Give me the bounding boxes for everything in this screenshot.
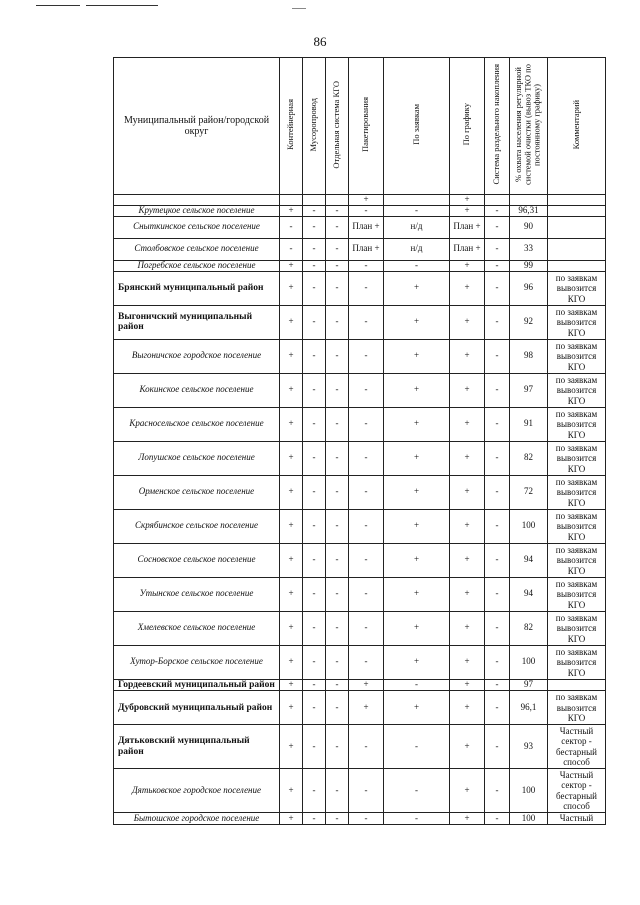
table-row: [114, 509, 606, 543]
comment-cell: [548, 205, 606, 216]
coverage-cell: 92: [510, 305, 548, 339]
value-cell: +: [280, 205, 303, 216]
comment-cell: по заявкам вывозится КГО: [548, 543, 606, 577]
municipality-name-cell: Сныткинское сельское поселение: [114, 216, 280, 238]
municipality-name-cell: Выгоничский муниципальный район: [114, 305, 280, 339]
value-cell: +: [450, 769, 485, 813]
table-row: [114, 679, 606, 690]
value-cell: -: [349, 475, 384, 509]
table-row: [114, 543, 606, 577]
comment-cell: по заявкам вывозится КГО: [548, 577, 606, 611]
coverage-cell: 94: [510, 543, 548, 577]
value-cell: +: [384, 339, 450, 373]
value-cell: +: [450, 725, 485, 769]
top-rule: [86, 5, 158, 6]
value-cell: +: [384, 407, 450, 441]
comment-cell: по заявкам вывозится КГО: [548, 611, 606, 645]
comment-cell: Частный сектор - бестарный способ: [548, 769, 606, 813]
comment-cell: по заявкам вывозится КГО: [548, 691, 606, 725]
value-cell: -: [303, 769, 326, 813]
coverage-cell: 100: [510, 769, 548, 813]
table-row: [114, 577, 606, 611]
coverage-cell: 33: [510, 238, 548, 260]
value-cell: -: [303, 238, 326, 260]
value-cell: +: [349, 691, 384, 725]
value-cell: -: [326, 509, 349, 543]
value-cell: -: [485, 238, 510, 260]
column-header-coverage-percent: % охвата населения регулярной системой очистки (вывоз ТКО по постоянному графику): [510, 58, 548, 195]
value-cell: +: [384, 611, 450, 645]
comment-cell: Частный сектор - бестарный способ: [548, 725, 606, 769]
value-cell: -: [349, 769, 384, 813]
value-cell: +: [384, 691, 450, 725]
top-rule: [36, 5, 80, 6]
column-header-separate-collection: Система раздельного накопления: [485, 58, 510, 195]
value-cell: +: [280, 407, 303, 441]
value-cell: +: [450, 577, 485, 611]
value-cell: +: [384, 645, 450, 679]
value-cell: +: [450, 441, 485, 475]
value-cell: -: [485, 509, 510, 543]
value-cell: -: [326, 691, 349, 725]
municipality-name-cell: Дубровский муниципальный район: [114, 691, 280, 725]
comment-cell: по заявкам вывозится КГО: [548, 305, 606, 339]
municipality-name-cell: Дятьковский муниципальный район: [114, 725, 280, 769]
value-cell: -: [349, 339, 384, 373]
value-cell: -: [349, 725, 384, 769]
value-cell: +: [450, 260, 485, 271]
value-cell: -: [303, 475, 326, 509]
coverage-cell: 99: [510, 260, 548, 271]
value-cell: -: [303, 645, 326, 679]
value-cell: -: [326, 407, 349, 441]
value-cell: -: [349, 509, 384, 543]
value-cell: +: [450, 339, 485, 373]
value-cell: -: [349, 407, 384, 441]
value-cell: -: [303, 271, 326, 305]
column-header-bagging: Пакетирования: [349, 58, 384, 195]
table-row: [114, 725, 606, 769]
coverage-cell: 94: [510, 577, 548, 611]
comment-cell: по заявкам вывозится КГО: [548, 475, 606, 509]
table-row: [114, 216, 606, 238]
value-cell: н/д: [384, 238, 450, 260]
table-row: [114, 339, 606, 373]
comment-cell: по заявкам вывозится КГО: [548, 271, 606, 305]
coverage-cell: 97: [510, 373, 548, 407]
value-cell: -: [326, 679, 349, 690]
value-cell: +: [280, 509, 303, 543]
coverage-cell: 90: [510, 216, 548, 238]
value-cell: -: [384, 260, 450, 271]
value-cell: План +: [450, 216, 485, 238]
coverage-cell: [510, 195, 548, 206]
value-cell: -: [326, 475, 349, 509]
value-cell: -: [384, 725, 450, 769]
coverage-cell: 93: [510, 725, 548, 769]
comment-cell: [548, 216, 606, 238]
value-cell: -: [485, 441, 510, 475]
value-cell: -: [485, 645, 510, 679]
value-cell: -: [485, 339, 510, 373]
column-header-municipality: Муниципальный район/городской округ: [114, 58, 280, 195]
municipality-name-cell: Погребское сельское поселение: [114, 260, 280, 271]
value-cell: -: [349, 205, 384, 216]
value-cell: +: [280, 260, 303, 271]
coverage-cell: 96: [510, 271, 548, 305]
value-cell: -: [303, 679, 326, 690]
value-cell: -: [349, 577, 384, 611]
value-cell: -: [326, 577, 349, 611]
municipality-name-cell: Красносельское сельское поселение: [114, 407, 280, 441]
value-cell: -: [303, 543, 326, 577]
value-cell: +: [450, 205, 485, 216]
value-cell: [485, 195, 510, 206]
municipality-name-cell: Гордеевский муниципальный район: [114, 679, 280, 690]
coverage-cell: 100: [510, 509, 548, 543]
table-row: [114, 271, 606, 305]
value-cell: -: [326, 260, 349, 271]
municipality-name-cell: Выгоничское городское поселение: [114, 339, 280, 373]
value-cell: План +: [450, 238, 485, 260]
value-cell: +: [450, 645, 485, 679]
value-cell: -: [326, 205, 349, 216]
value-cell: -: [303, 441, 326, 475]
value-cell: +: [384, 271, 450, 305]
value-cell: -: [303, 260, 326, 271]
value-cell: +: [450, 373, 485, 407]
value-cell: +: [280, 645, 303, 679]
value-cell: -: [384, 813, 450, 824]
value-cell: +: [384, 373, 450, 407]
value-cell: +: [450, 509, 485, 543]
value-cell: [280, 195, 303, 206]
comment-cell: по заявкам вывозится КГО: [548, 509, 606, 543]
value-cell: -: [349, 260, 384, 271]
comment-cell: [548, 238, 606, 260]
value-cell: +: [349, 195, 384, 206]
value-cell: -: [485, 679, 510, 690]
value-cell: -: [349, 813, 384, 824]
value-cell: +: [280, 339, 303, 373]
value-cell: -: [303, 339, 326, 373]
column-header-kgo-system: Отдельная система КГО: [326, 58, 349, 195]
value-cell: +: [450, 407, 485, 441]
value-cell: -: [326, 441, 349, 475]
coverage-cell: 98: [510, 339, 548, 373]
value-cell: -: [485, 813, 510, 824]
value-cell: -: [303, 691, 326, 725]
value-cell: -: [280, 216, 303, 238]
value-cell: -: [326, 271, 349, 305]
value-cell: -: [326, 645, 349, 679]
table-row: [114, 769, 606, 813]
comment-cell: [548, 679, 606, 690]
value-cell: -: [485, 407, 510, 441]
value-cell: -: [485, 216, 510, 238]
value-cell: -: [349, 645, 384, 679]
value-cell: +: [280, 611, 303, 645]
value-cell: +: [450, 195, 485, 206]
value-cell: -: [485, 271, 510, 305]
coverage-cell: 96,31: [510, 205, 548, 216]
value-cell: -: [303, 216, 326, 238]
comment-cell: по заявкам вывозится КГО: [548, 339, 606, 373]
value-cell: +: [450, 611, 485, 645]
value-cell: +: [384, 475, 450, 509]
value-cell: План +: [349, 238, 384, 260]
comment-cell: по заявкам вывозится КГО: [548, 373, 606, 407]
value-cell: -: [485, 305, 510, 339]
value-cell: +: [280, 271, 303, 305]
value-cell: -: [485, 205, 510, 216]
value-cell: +: [280, 691, 303, 725]
value-cell: [326, 195, 349, 206]
value-cell: -: [303, 509, 326, 543]
municipality-name-cell: Хмелевское сельское поселение: [114, 611, 280, 645]
value-cell: -: [485, 373, 510, 407]
value-cell: +: [280, 373, 303, 407]
value-cell: -: [384, 679, 450, 690]
coverage-cell: 100: [510, 645, 548, 679]
value-cell: -: [349, 373, 384, 407]
municipality-name-cell: Хутор-Борское сельское поселение: [114, 645, 280, 679]
value-cell: -: [326, 769, 349, 813]
coverage-cell: 82: [510, 441, 548, 475]
value-cell: +: [280, 441, 303, 475]
waste-collection-table: [113, 57, 606, 825]
comment-cell: по заявкам вывозится КГО: [548, 441, 606, 475]
municipality-name-cell: Бытошское городское поселение: [114, 813, 280, 824]
municipality-name-cell: Дятьковское городское поселение: [114, 769, 280, 813]
value-cell: +: [280, 725, 303, 769]
value-cell: -: [326, 813, 349, 824]
municipality-name-cell: Столбовское сельское поселение: [114, 238, 280, 260]
value-cell: -: [485, 475, 510, 509]
value-cell: -: [384, 205, 450, 216]
municipality-name-cell: Крутецкое сельское поселение: [114, 205, 280, 216]
value-cell: -: [326, 725, 349, 769]
municipality-name-cell: Утынское сельское поселение: [114, 577, 280, 611]
value-cell: +: [450, 691, 485, 725]
table-row: [114, 260, 606, 271]
column-header-on-request: По заявкам: [384, 58, 450, 195]
table-row: [114, 205, 606, 216]
value-cell: -: [303, 305, 326, 339]
comment-cell: [548, 260, 606, 271]
value-cell: +: [280, 679, 303, 690]
municipality-name-cell: Скрябинское сельское поселение: [114, 509, 280, 543]
value-cell: +: [384, 509, 450, 543]
value-cell: +: [384, 543, 450, 577]
municipality-name-cell: Кокинское сельское поселение: [114, 373, 280, 407]
table-row: [114, 475, 606, 509]
value-cell: -: [349, 611, 384, 645]
coverage-cell: 100: [510, 813, 548, 824]
value-cell: -: [280, 238, 303, 260]
value-cell: -: [303, 611, 326, 645]
column-header-chute: Мусоропровод: [303, 58, 326, 195]
value-cell: +: [450, 271, 485, 305]
comment-cell: по заявкам вывозится КГО: [548, 407, 606, 441]
coverage-cell: 82: [510, 611, 548, 645]
table-row: [114, 305, 606, 339]
table-row: [114, 611, 606, 645]
value-cell: +: [280, 475, 303, 509]
table-row: [114, 691, 606, 725]
table-row: [114, 407, 606, 441]
value-cell: -: [326, 305, 349, 339]
municipality-name-cell: Лопушское сельское поселение: [114, 441, 280, 475]
value-cell: [303, 195, 326, 206]
table-row: [114, 195, 606, 206]
value-cell: +: [280, 577, 303, 611]
value-cell: +: [450, 305, 485, 339]
table-row: [114, 373, 606, 407]
value-cell: -: [485, 725, 510, 769]
value-cell: -: [303, 205, 326, 216]
value-cell: +: [280, 813, 303, 824]
coverage-cell: 72: [510, 475, 548, 509]
value-cell: +: [450, 813, 485, 824]
value-cell: -: [485, 611, 510, 645]
table-header-row: [114, 58, 606, 195]
top-tick: [292, 8, 306, 9]
comment-cell: по заявкам вывозится КГО: [548, 645, 606, 679]
value-cell: [384, 195, 450, 206]
value-cell: -: [485, 577, 510, 611]
value-cell: -: [326, 611, 349, 645]
value-cell: -: [326, 543, 349, 577]
value-cell: +: [280, 769, 303, 813]
value-cell: +: [384, 441, 450, 475]
value-cell: +: [450, 543, 485, 577]
value-cell: -: [303, 725, 326, 769]
comment-cell: [548, 195, 606, 206]
value-cell: +: [280, 543, 303, 577]
value-cell: -: [326, 339, 349, 373]
value-cell: -: [326, 216, 349, 238]
municipality-name-cell: Орменское сельское поселение: [114, 475, 280, 509]
table-row: [114, 441, 606, 475]
value-cell: +: [280, 305, 303, 339]
value-cell: +: [384, 305, 450, 339]
coverage-cell: 97: [510, 679, 548, 690]
column-header-container: Контейнерная: [280, 58, 303, 195]
coverage-cell: 96,1: [510, 691, 548, 725]
value-cell: -: [384, 769, 450, 813]
value-cell: -: [349, 271, 384, 305]
value-cell: -: [326, 238, 349, 260]
value-cell: -: [349, 543, 384, 577]
table-row: [114, 238, 606, 260]
column-header-comment: Комментарий: [548, 58, 606, 195]
value-cell: -: [303, 407, 326, 441]
table-row: [114, 645, 606, 679]
value-cell: +: [450, 475, 485, 509]
value-cell: -: [485, 769, 510, 813]
value-cell: -: [303, 373, 326, 407]
value-cell: н/д: [384, 216, 450, 238]
value-cell: -: [485, 691, 510, 725]
value-cell: -: [303, 813, 326, 824]
value-cell: -: [326, 373, 349, 407]
column-header-on-schedule: По графику: [450, 58, 485, 195]
coverage-cell: 91: [510, 407, 548, 441]
value-cell: План +: [349, 216, 384, 238]
municipality-name-cell: Брянский муниципальный район: [114, 271, 280, 305]
value-cell: -: [349, 305, 384, 339]
value-cell: +: [450, 679, 485, 690]
value-cell: +: [349, 679, 384, 690]
page-number: 86: [313, 34, 327, 49]
municipality-name-cell: Сосновское сельское поселение: [114, 543, 280, 577]
table-row: [114, 813, 606, 824]
value-cell: -: [485, 543, 510, 577]
value-cell: -: [303, 577, 326, 611]
comment-cell: Частный: [548, 813, 606, 824]
value-cell: +: [384, 577, 450, 611]
value-cell: -: [485, 260, 510, 271]
municipality-name-cell: [114, 195, 280, 206]
value-cell: -: [349, 441, 384, 475]
